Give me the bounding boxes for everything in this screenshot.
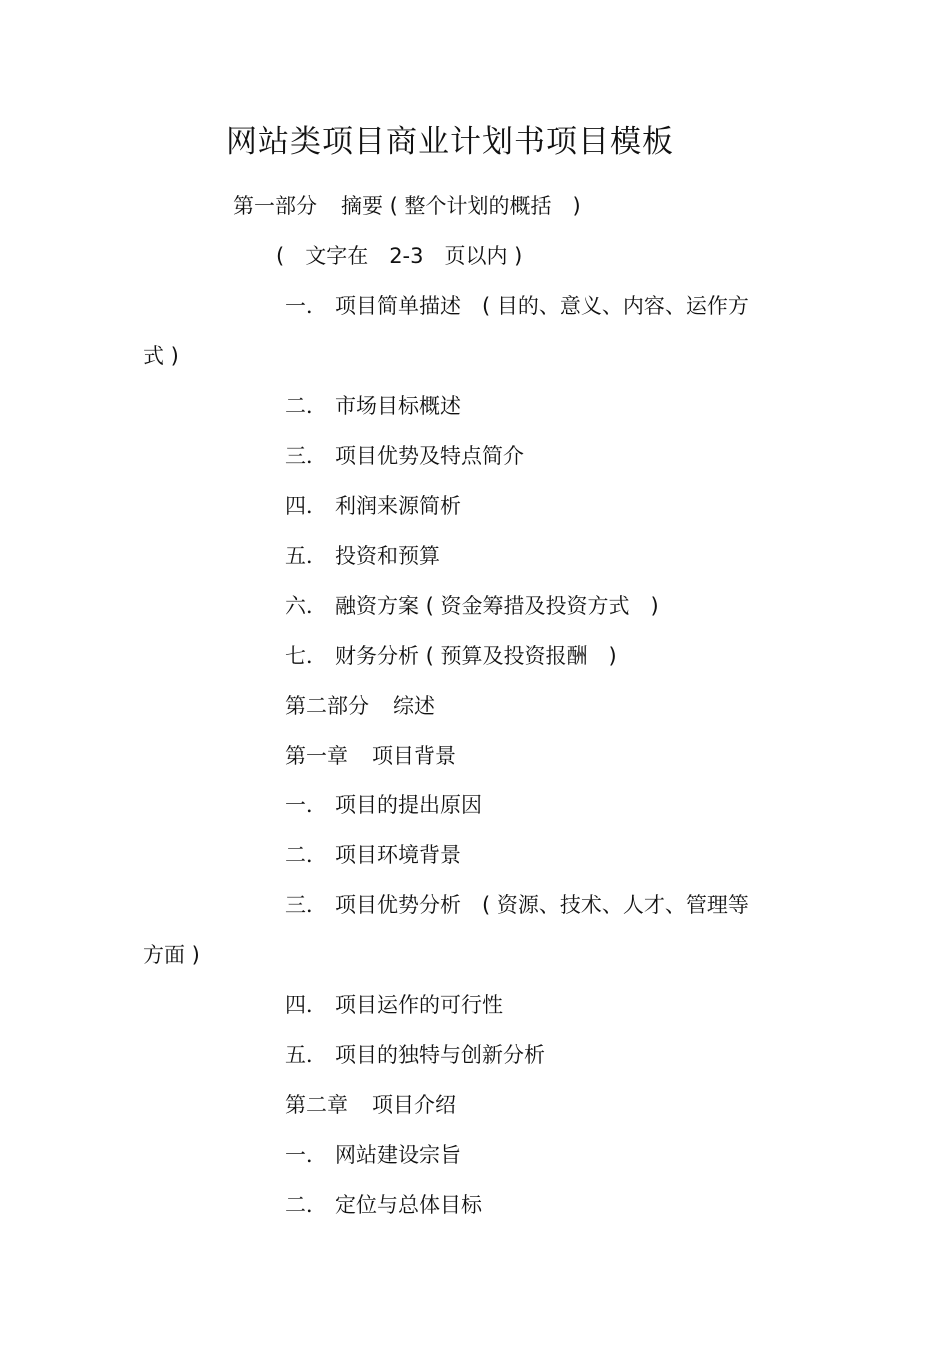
- chapter1-text: 项目背景: [372, 744, 456, 768]
- item-number: 三．: [285, 444, 327, 468]
- chapter2-heading: [285, 1090, 456, 1120]
- chapter1-heading: [285, 741, 456, 771]
- part1-label: 第一部分: [233, 194, 317, 218]
- summary-item-1: [285, 291, 749, 321]
- item-text: 融资方案 ( 资金筹措及投资方式 ): [335, 594, 659, 618]
- part1-text: 摘要 ( 整个计划的概括 ): [341, 194, 581, 218]
- chapter1-label: 第一章: [285, 744, 348, 768]
- part2-heading: [285, 691, 435, 721]
- item-number: 五．: [285, 544, 327, 568]
- page-limit-note: ( 文字在 2-3 页以内 ): [276, 244, 523, 268]
- item-text: 网站建设宗旨: [335, 1143, 461, 1167]
- item-number: 二．: [285, 394, 327, 418]
- chapter1-item-2: [285, 840, 461, 870]
- chapter1-item-3: [285, 890, 749, 920]
- item-text: 项目的提出原因: [335, 793, 482, 817]
- chapter1-item-3-continuation: 方面 ): [143, 943, 200, 967]
- document-title: 网站类项目商业计划书项目模板: [226, 124, 674, 160]
- item-number: 一．: [285, 793, 327, 817]
- chapter2-item-1: [285, 1140, 461, 1170]
- chapter1-item-4: [285, 990, 503, 1020]
- chapter2-item-2: [285, 1190, 482, 1220]
- item-text: 项目运作的可行性: [335, 993, 503, 1017]
- chapter2-label: 第二章: [285, 1093, 348, 1117]
- summary-item-5: [285, 541, 440, 571]
- item-text: 定位与总体目标: [335, 1193, 482, 1217]
- item-text: 利润来源简析: [335, 494, 461, 518]
- item-text: 项目优势及特点简介: [335, 444, 524, 468]
- item-number: 四．: [285, 494, 327, 518]
- summary-item-2: [285, 391, 461, 421]
- chapter1-item-1: [285, 790, 482, 820]
- item-number: 三．: [285, 893, 327, 917]
- part2-label: 第二部分: [285, 694, 369, 718]
- item-text: 项目简单描述 ( 目的、意义、内容、运作方: [335, 294, 749, 318]
- item-text: 项目优势分析 ( 资源、技术、人才、管理等: [335, 893, 749, 917]
- part2-text: 综述: [393, 694, 435, 718]
- chapter2-text: 项目介绍: [372, 1093, 456, 1117]
- summary-item-7: [285, 641, 617, 671]
- item-number: 六．: [285, 594, 327, 618]
- summary-item-6: [285, 591, 659, 621]
- item-text: 市场目标概述: [335, 394, 461, 418]
- item-number: 二．: [285, 843, 327, 867]
- summary-item-3: [285, 441, 524, 471]
- item-number: 五．: [285, 1043, 327, 1067]
- item-text: 投资和预算: [335, 544, 440, 568]
- item-number: 一．: [285, 294, 327, 318]
- item-text: 财务分析 ( 预算及投资报酬 ): [335, 644, 617, 668]
- part1-heading: [233, 191, 581, 221]
- item-number: 七．: [285, 644, 327, 668]
- summary-item-4: [285, 491, 461, 521]
- summary-item-1-continuation: 式 ): [143, 344, 179, 368]
- item-number: 四．: [285, 993, 327, 1017]
- item-text: 项目的独特与创新分析: [335, 1043, 545, 1067]
- item-number: 一．: [285, 1143, 327, 1167]
- chapter1-item-5: [285, 1040, 545, 1070]
- item-number: 二．: [285, 1193, 327, 1217]
- item-text: 项目环境背景: [335, 843, 461, 867]
